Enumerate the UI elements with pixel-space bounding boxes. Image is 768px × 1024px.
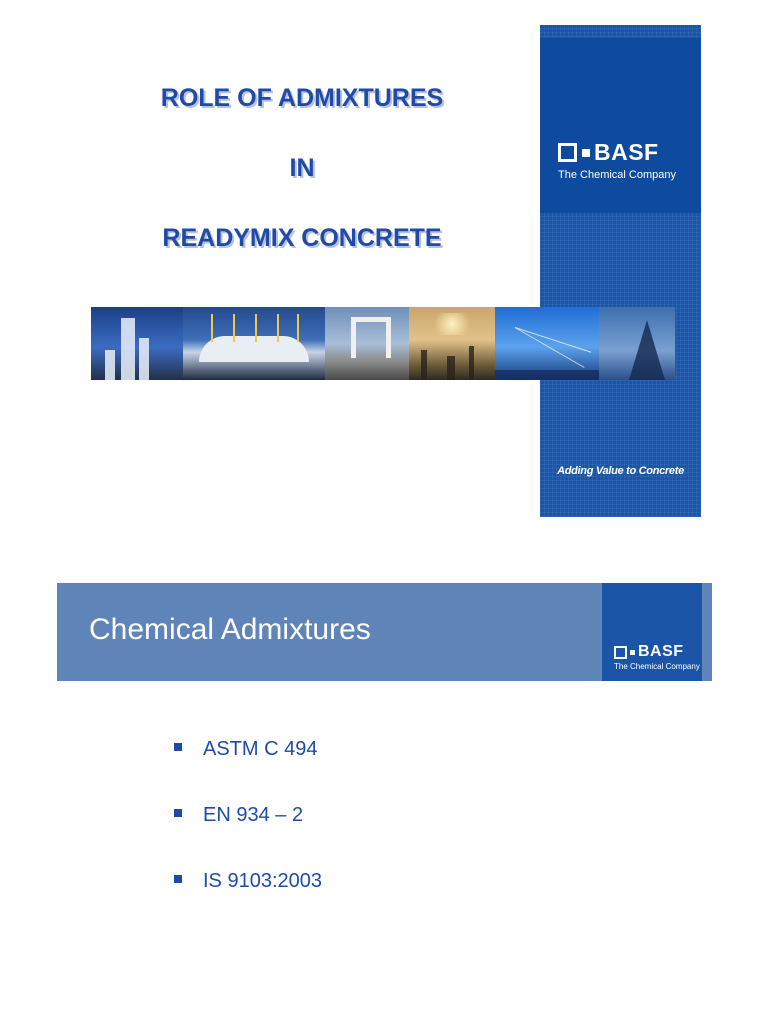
title-line-2: IN	[289, 154, 315, 182]
banner-logo-box	[602, 583, 702, 681]
list-item	[172, 867, 322, 933]
logo-solid-square-icon	[630, 650, 635, 655]
banner-title: Chemical Admixtures	[89, 613, 371, 646]
tagline: Adding Value to Concrete	[557, 465, 684, 477]
logo-text: BASF	[638, 643, 684, 660]
list-item-text: EN 934 – 2	[203, 804, 304, 826]
basf-logo-small	[614, 643, 684, 661]
dome-photo	[183, 307, 325, 380]
brand-panel	[540, 25, 701, 517]
logo-text: BASF	[594, 139, 659, 165]
photo-strip	[91, 307, 675, 380]
basf-logo	[558, 139, 659, 166]
brand-panel-band	[540, 38, 701, 213]
logo-outline-square-icon	[558, 143, 577, 162]
company-name-small: The Chemical Company	[614, 662, 700, 671]
standards-list	[172, 735, 322, 933]
title-line-1: ROLE OF ADMIXTURES	[160, 84, 444, 112]
list-item	[172, 801, 322, 867]
bullet-square-icon	[174, 875, 182, 883]
list-item	[172, 735, 322, 801]
title-line-3: READYMIX CONCRETE	[162, 224, 442, 252]
list-item-text: ASTM C 494	[203, 738, 318, 760]
company-name: The Chemical Company	[558, 169, 676, 181]
bullet-square-icon	[174, 743, 182, 751]
section-banner	[57, 583, 712, 681]
list-item-text: IS 9103:2003	[203, 870, 322, 892]
bullet-square-icon	[174, 809, 182, 817]
skyscraper-photo	[91, 307, 183, 380]
arch-building-photo	[325, 307, 409, 380]
logo-solid-square-icon	[582, 149, 590, 157]
bridge-photo	[495, 307, 599, 380]
industrial-photo	[409, 307, 495, 380]
tower-photo	[599, 307, 675, 380]
logo-outline-square-icon	[614, 646, 627, 659]
